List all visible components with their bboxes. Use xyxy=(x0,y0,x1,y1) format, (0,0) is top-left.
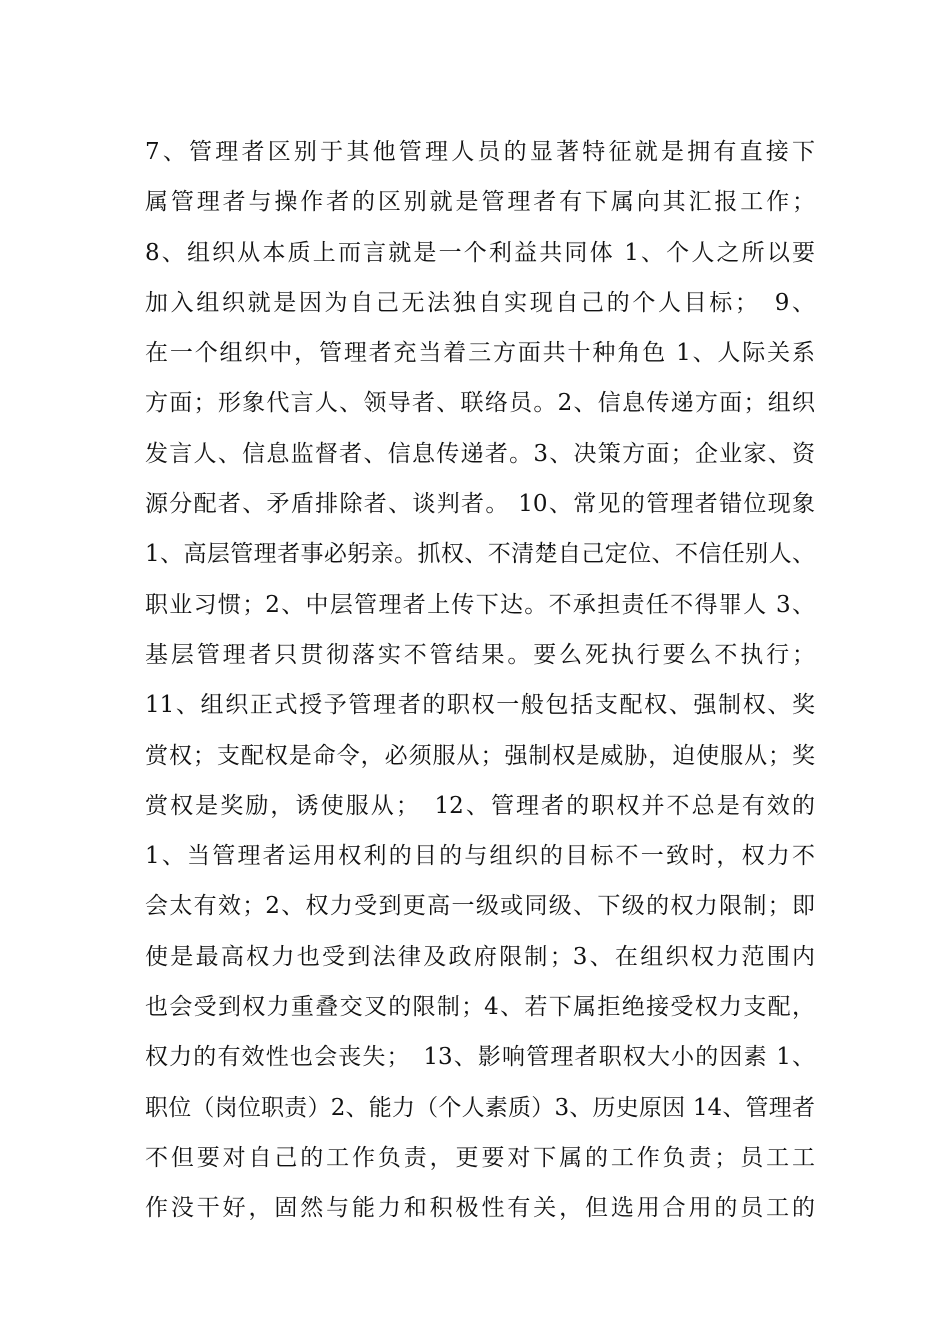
text-line: 1、高层管理者事必躬亲。抓权、不清楚自己定位、不信任别人、 xyxy=(145,541,815,568)
text-line: 职位（岗位职责）2、能力（个人素质）3、历史原因 14、管理者 xyxy=(145,1094,815,1121)
text-line: 不但要对自己的工作负责，更要对下属的工作负责；员工工 xyxy=(145,1144,815,1171)
text-line: 1、当管理者运用权利的目的与组织的目标不一致时，权力不 xyxy=(145,843,815,870)
text-line: 权力的有效性也会丧失； 13、影响管理者职权大小的因素 1、 xyxy=(145,1044,815,1071)
text-line: 发言人、信息监督者、信息传递者。3、决策方面；企业家、资 xyxy=(145,440,815,467)
text-line: 赏权；支配权是命令，必须服从；强制权是威胁，迫使服从；奖 xyxy=(145,742,815,769)
text-line: 会太有效；2、权力受到更高一级或同级、下级的权力限制；即 xyxy=(145,893,815,920)
text-line: 11、组织正式授予管理者的职权一般包括支配权、强制权、奖 xyxy=(145,692,815,719)
text-line: 7、管理者区别于其他管理人员的显著特征就是拥有直接下 xyxy=(145,139,815,165)
text-line: 作没干好，固然与能力和积极性有关，但选用合用的员工的 xyxy=(145,1195,815,1222)
text-line: 加入组织就是因为自己无法独自实现自己的个人目标； 9、 xyxy=(145,289,815,316)
text-line: 8、组织从本质上而言就是一个利益共同体 1、个人之所以要 xyxy=(145,239,815,266)
text-line: 赏权是奖励，诱使服从； 12、管理者的职权并不总是有效的 xyxy=(145,792,815,819)
text-line: 方面；形象代言人、领导者、联络员。2、信息传递方面；组织 xyxy=(145,390,815,417)
text-line: 源分配者、矛盾排除者、谈判者。 10、常见的管理者错位现象 xyxy=(145,491,815,518)
text-line: 职业习惯；2、中层管理者上传下达。不承担责任不得罪人 3、 xyxy=(145,591,815,618)
text-line: 使是最高权力也受到法律及政府限制；3、在组织权力范围内 xyxy=(145,943,815,970)
text-line: 也会受到权力重叠交叉的限制；4、若下属拒绝接受权力支配， xyxy=(145,994,815,1021)
text-line: 基层管理者只贯彻落实不管结果。要么死执行要么不执行； xyxy=(145,641,815,668)
text-line: 在一个组织中，管理者充当着三方面共十种角色 1、人际关系 xyxy=(145,340,815,367)
text-line: 属管理者与操作者的区别就是管理者有下属向其汇报工作； xyxy=(145,189,815,216)
body-text xyxy=(145,127,815,1234)
